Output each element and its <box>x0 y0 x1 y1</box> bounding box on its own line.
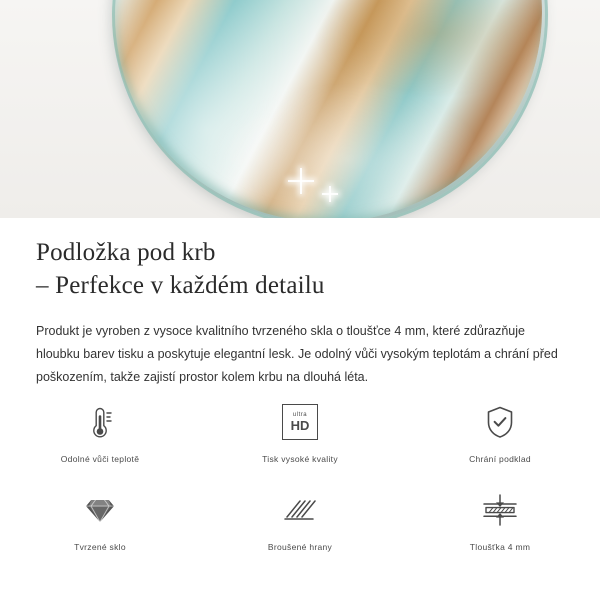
page-title <box>0 218 600 302</box>
ultra-hd-badge-top: ultra <box>292 412 308 418</box>
feature-item-polished-edges <box>200 480 400 568</box>
feature-label: Odolné vůči teplotě <box>60 454 140 464</box>
feature-item-thickness <box>400 480 600 568</box>
text-content <box>0 218 600 389</box>
feature-label: Tisk vysoké kvality <box>262 454 338 464</box>
feature-item-tempered-glass <box>0 480 200 568</box>
hero-image <box>0 0 600 218</box>
ultra-hd-badge-main: HD <box>290 418 310 433</box>
description-paragraph: Produkt je vyroben z vysoce kvalitního tvrzeného skla o tloušťce 4 mm, které zdůrazňuje hloubku barev tisku a poskytuje elegantní lesk. Je odolný vůči vysokým teplotám a chrání před poškozením, takže zajistí prostor kolem krbu na dlouhá léta. <box>36 324 558 385</box>
headline-line-1: Podložka pod krb <box>36 239 216 266</box>
diamond-icon <box>81 488 119 532</box>
headline-line-2: – Perfekce v každém detailu <box>36 272 325 299</box>
feature-item-temperature <box>0 392 200 480</box>
feature-label: Tloušťka 4 mm <box>469 542 531 552</box>
feature-label: Tvrzené sklo <box>74 542 126 552</box>
feature-label: Broušené hrany <box>267 542 333 552</box>
feature-item-print-quality <box>200 392 400 480</box>
shield-check-icon <box>482 400 518 444</box>
polished-edges-icon <box>280 488 320 532</box>
feature-item-protects-surface <box>400 392 600 480</box>
thickness-arrows-icon <box>478 488 522 532</box>
thermometer-icon <box>82 400 118 444</box>
feature-grid <box>0 392 600 568</box>
feature-label: Chrání podklad <box>469 454 531 464</box>
ultra-hd-icon <box>282 400 318 444</box>
